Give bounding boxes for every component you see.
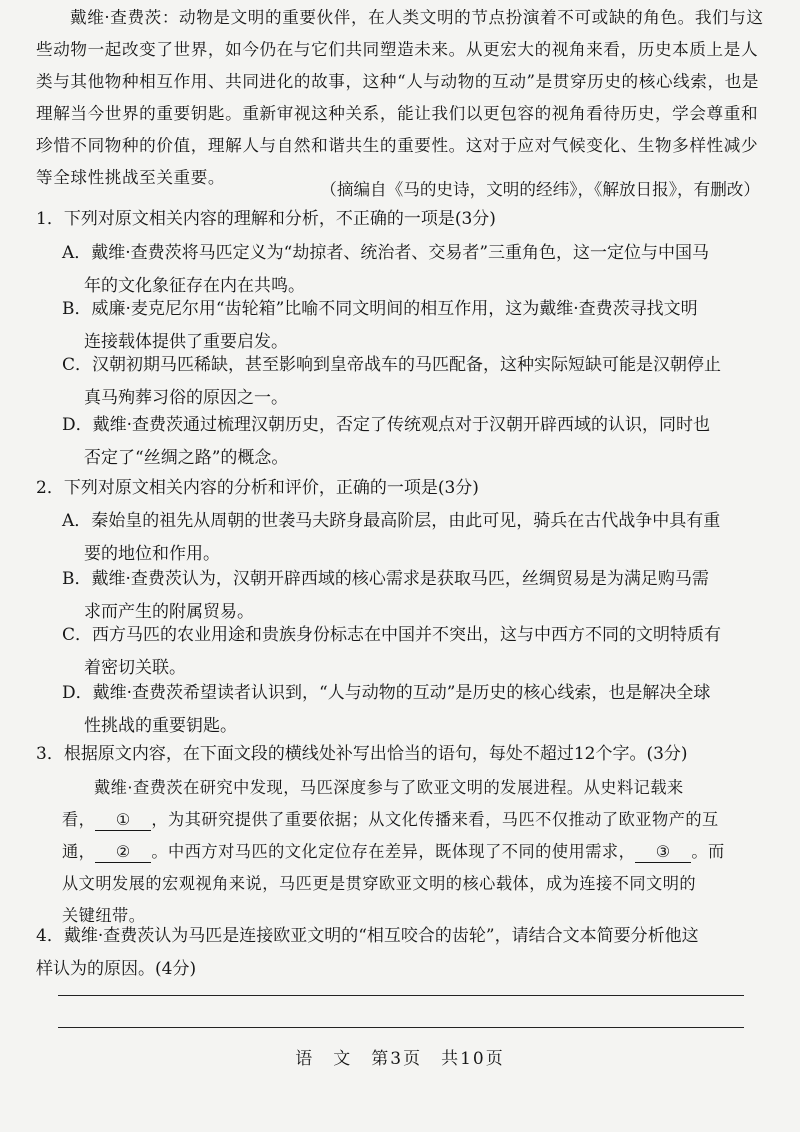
blank-2[interactable]: ② <box>95 842 151 863</box>
q4-stem-line2: 样认为的原因。(4分) <box>36 959 197 979</box>
q2-option-c-line2: 着密切关联。 <box>84 658 186 678</box>
source-citation: （摘编自《马的史诗，文明的经纬》，《解放日报》，有删改） <box>320 180 760 199</box>
q1-option-c-line1: C．汉朝初期马匹稀缺，甚至影响到皇帝战车的马匹配备，这种实际短缺可能是汉朝停止 <box>62 355 722 375</box>
q3-text: 看， <box>62 810 96 829</box>
q2-option-b-line2: 求而产生的附属贸易。 <box>84 602 254 622</box>
q3-passage-line3 <box>62 836 762 868</box>
q3-stem: 3．根据原文内容，在下面文段的横线处补写出恰当的语句，每处不超过12个字。(3分) <box>36 744 688 764</box>
q1-option-d-line1: D．戴维·查费茨通过梳理汉朝历史，否定了传统观点对于汉朝开辟西域的认识，同时也 <box>62 415 711 435</box>
q1-option-b-line2: 连接载体提供了重要启发。 <box>84 332 288 352</box>
blank-3[interactable]: ③ <box>635 842 691 863</box>
intro-paragraph: 戴维·查费茨：动物是文明的重要伙伴，在人类文明的节点扮演着不可或缺的角色。我们与这些动物一起改变了世界，如今仍在与它们共同塑造未来。从更宏大的视角来看，历史本质上是人类与其他物种相互作用、共同进化的故事，这种“人与动物的互动”是贯穿历史的核心线索，也是理解当今世界的重要钥匙。重新审视这种关系，能让我们以更包容的视角看待历史，学会尊重和珍惜不同物种的价值，理解人与自然和谐共生的重要性。这对于应对气候变化、生物多样性减少等全球性挑战至关重要。 <box>36 8 764 187</box>
q1-option-a-line1: A．戴维·查费茨将马匹定义为“劫掠者、统治者、交易者”三重角色，这一定位与中国马 <box>62 243 710 263</box>
q3-text: 通， <box>62 842 96 861</box>
q2-option-c-line1: C．西方马匹的农业用途和贵族身份标志在中国并不突出，这与中西方不同的文明特质有 <box>62 625 722 645</box>
q2-option-a[interactable] <box>62 505 766 571</box>
answer-line-1[interactable] <box>58 995 744 996</box>
q1-option-b-line1: B．威廉·麦克尼尔用“齿轮箱”比喻不同文明间的相互作用，这为戴维·查费茨寻找文明 <box>62 299 698 319</box>
q2-option-a-line2: 要的地位和作用。 <box>84 544 220 564</box>
q3-passage-line4: 从文明发展的宏观视角来说，马匹更是贯穿欧亚文明的核心载体，成为连接不同文明的 <box>62 874 697 893</box>
q3-text: 。而 <box>691 842 725 861</box>
q1-option-c-line2: 真马殉葬习俗的原因之一。 <box>84 388 288 408</box>
q3-passage <box>62 772 762 932</box>
q3-passage-line5: 关键纽带。 <box>62 906 146 925</box>
answer-line-2[interactable] <box>58 1027 744 1028</box>
q2-option-d-line1: D．戴维·查费茨希望读者认识到，“人与动物的互动”是历史的核心线索，也是解决全球 <box>62 683 711 703</box>
page-footer: 语 文 第3页 共10页 <box>295 1049 505 1069</box>
q2-option-c[interactable] <box>62 619 766 685</box>
q4-stem-line1: 4．戴维·查费茨认为马匹是连接欧亚文明的“相互咬合的齿轮”，请结合文本简要分析他这 <box>36 926 699 946</box>
q1-option-a-line2: 年的文化象征存在内在共鸣。 <box>84 276 305 296</box>
q4-stem <box>36 920 766 986</box>
q3-passage-line2 <box>62 804 762 836</box>
q3-text: ，为其研究提供了重要依据；从文化传播来看，马匹不仅推动了欧亚物产的互 <box>151 810 719 829</box>
q1-stem: 1．下列对原文相关内容的理解和分析，不正确的一项是(3分) <box>36 209 496 229</box>
q2-stem: 2．下列对原文相关内容的分析和评价，正确的一项是(3分) <box>36 478 479 498</box>
q1-option-d[interactable] <box>62 409 766 475</box>
q2-option-b-line1: B．戴维·查费茨认为，汉朝开辟西域的核心需求是获取马匹，丝绸贸易是为满足购马需 <box>62 569 709 589</box>
blank-1[interactable]: ① <box>95 810 151 831</box>
q2-option-a-line1: A．秦始皇的祖先从周朝的世袭马夫跻身最高阶层，由此可见，骑兵在古代战争中具有重 <box>62 511 721 531</box>
q1-option-c[interactable] <box>62 349 766 415</box>
q2-option-d[interactable] <box>62 677 766 743</box>
q1-option-d-line2: 否定了“丝绸之路”的概念。 <box>84 448 289 468</box>
q2-option-d-line2: 性挑战的重要钥匙。 <box>84 716 237 736</box>
q3-text: 。中西方对马匹的文化定位存在差异，既体现了不同的使用需求， <box>151 842 636 861</box>
q3-passage-line1: 戴维·查费茨在研究中发现，马匹深度参与了欧亚文明的发展进程。从史料记载来 <box>94 778 684 797</box>
